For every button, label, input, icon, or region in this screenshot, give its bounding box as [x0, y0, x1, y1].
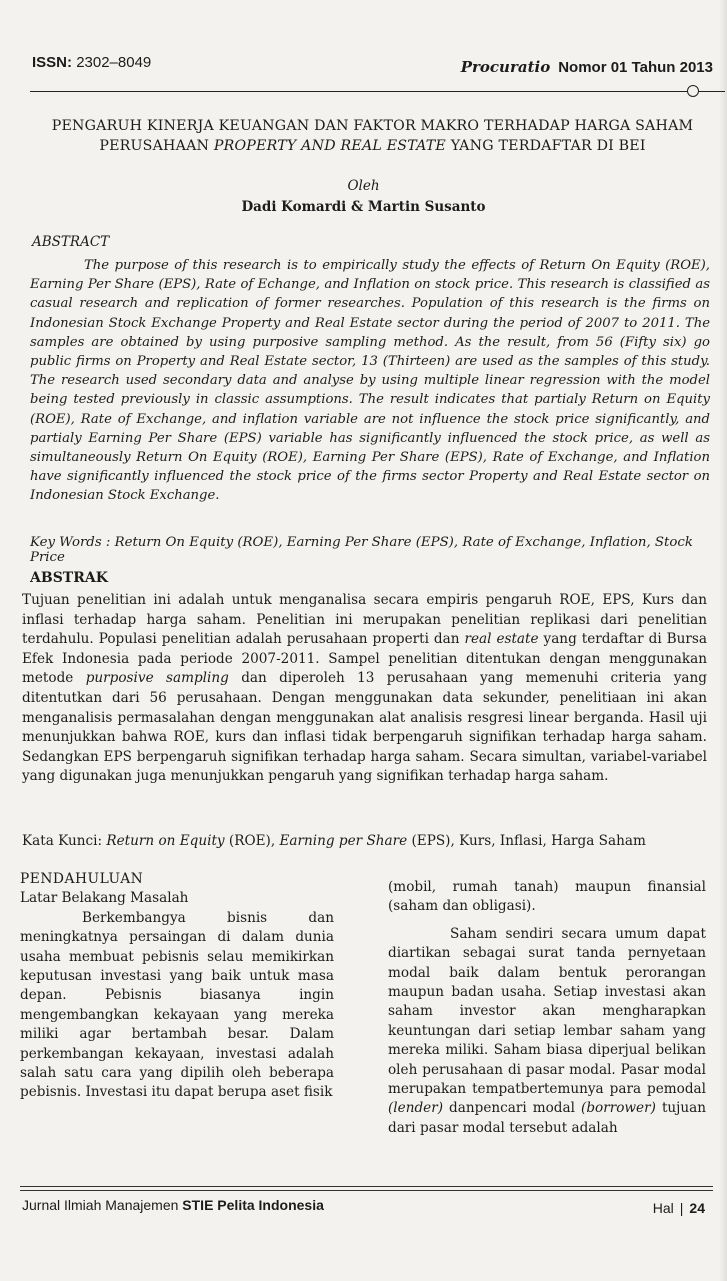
paragraph: Saham sendiri secara umum dapat diartikan sebagai surat tanda pernyetaan modal baik dalam bentuk perorangan maupun badan usaha. Setiap investasi akan saham investor akan mengharapkan keuntungan dari setiap lembar saham yang mereka miliki. Saham biasa diperjual belikan oleh perusahaan di pasar modal. Pasar modal merupakan tempatbertemunya para pemodal (lender) danpencari modal (borrower) tujuan dari pasar modal tersebut adalah [388, 925, 706, 1136]
paper-title [40, 116, 705, 156]
keywords: Key Words : Return On Equity (ROE), Earning Per Share (EPS), Rate of Exchange, Inflation, Stock Price [30, 535, 693, 565]
subsection-heading: Latar Belakang Masalah [20, 890, 189, 907]
running-header [32, 52, 713, 86]
kata-kunci: Kata Kunci: Return on Equity (ROE), Earning per Share (EPS), Kurs, Inflasi, Harga Saham [22, 833, 646, 849]
paragraph: (mobil, rumah tanah) maupun finansial (saham dan obligasi). [388, 879, 706, 915]
issn: ISSN: 2302–8049 [32, 54, 152, 71]
footer-journal: Jurnal Ilmiah Manajemen STIE Pelita Indonesia [22, 1197, 324, 1213]
byline-oleh: Oleh [347, 178, 380, 194]
issn-value: 2302–8049 [76, 54, 152, 71]
issue-number: Nomor 01 Tahun 2013 [558, 59, 713, 76]
abstrak-body: Tujuan penelitian ini adalah untuk menganalisa secara empiris pengaruh ROE, EPS, Kurs dan inflasi terhadap harga saham. Penelitian ini merupakan penelitian replikasi dari penelitian terdahulu. Populasi penelitian adalah perusahaan properti dan real estate yang terdaftar di Bursa Efek Indonesia pada periode 2007-2011. Sampel penelitian ditentukan dengan menggunakan metode purposive sampling dan diperoleh 13 perusahaan yang memenuhi criteria yang ditentutkan dari 56 perusahaan. Dengan menggunakan data sekunder, penelitiaan ini akan menganalisis permasalahan dengan menggunakan alat analisis resgresi linear berganda. Hasil uji menunjukkan bahwa ROE, kurs dan inflasi tidak berpengaruh signifikan terhadap harga saham. Sedangkan EPS berpengaruh signifikan terhadap harga saham. Secara simultan, variabel-variabel yang digunakan juga menunjukkan pengaruh yang signifikan terhadap harga saham. [22, 592, 707, 785]
abstract-heading: ABSTRACT [32, 234, 110, 250]
abstrak-heading: ABSTRAK [30, 570, 108, 586]
body-column-right [388, 878, 706, 1138]
page-spine-shadow [719, 0, 727, 1281]
title-line-1: PENGARUH KINERJA KEUANGAN DAN FAKTOR MAKRO TERHADAP HARGA SAHAM [51, 118, 694, 134]
footer-rule [20, 1190, 713, 1191]
footer-rule [20, 1186, 713, 1187]
title-line-2: PERUSAHAAN PROPERTY AND REAL ESTATE YANG TERDAFTAR DI BEI [99, 138, 646, 154]
paragraph: Berkembangya bisnis dan meningkatnya persaingan di dalam dunia usaha membuat pebisnis selau memikirkan keputusan investasi yang baik untuk masa depan. Pebisnis biasanya ingin mengembangkan kekayaan yang mereka miliki agar bertambah besar. Dalam perkembangan kekayaan, investasi adalah salah satu cara yang dipilih oleh beberapa pebisnis. Investasi itu dapat berupa aset fisik [20, 909, 334, 1101]
journal-issue [461, 58, 713, 76]
header-rule [30, 91, 691, 92]
abstract-body: The purpose of this research is to empirically study the effects of Return On Equity (ROE), Earning Per Share (EPS), Rate of Echange, and Inflation on stock price. This research is classified as casual research and replication of former researches. Population of this research is the firms on Indonesian Stock Exchange Property and Real Estate sector during the period of 2007 to 2011. The samples are obtained by using purposive sampling method. As the result, from 56 (Fifty six) go public firms on Property and Real Estate sector, 13 (Thirteen) are used as the samples of this study. The research used secondary data and analyse by using multiple linear regression with the model being tested previously in classic assumptions. The result indicates that partialy Return on Equity (ROE), Rate of Exchange, and inflation variable are not influence the stock price significantly, and partialy Earning Per Share (EPS) variable has significantly influenced the stock price, as well as simultaneously Return On Equity (ROE), Earning Per Share (EPS), Rate of Exchange, and Inflation have significantly influenced the stock price of the firms sector Property and Real Estate sector on Indonesian Stock Exchange. [30, 258, 710, 504]
page-number: Hal | 24 [652, 1200, 705, 1216]
header-ornament [687, 85, 699, 97]
body-column-left [20, 870, 334, 1103]
section-heading: PENDAHULUAN [20, 871, 144, 887]
authors: Dadi Komardi & Martin Susanto [241, 199, 486, 215]
journal-logo: Procuratio [460, 58, 551, 76]
